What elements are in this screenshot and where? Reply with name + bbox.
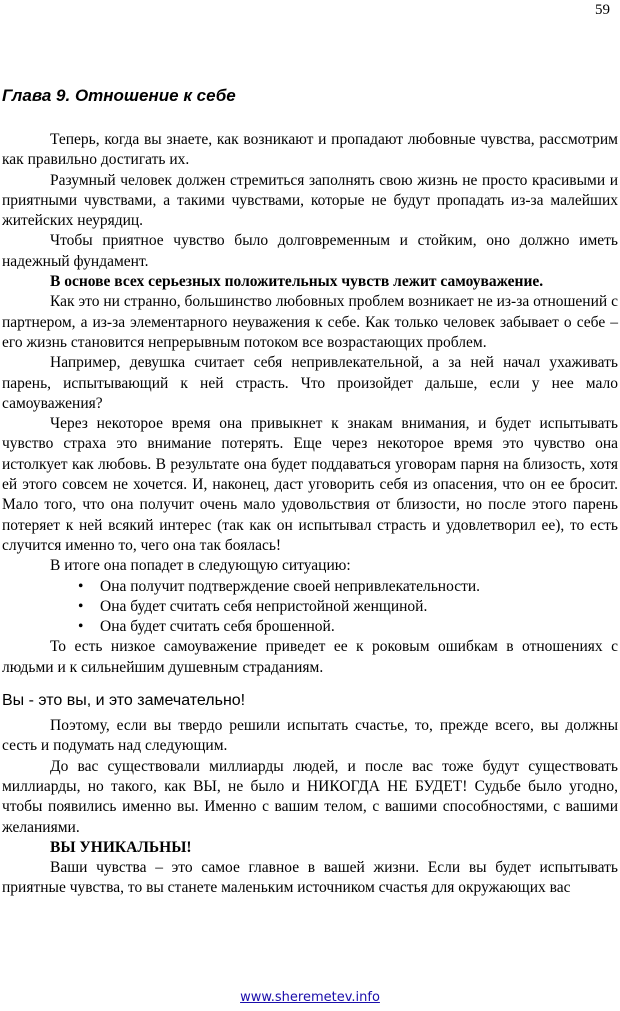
paragraph: До вас существовали миллиарды людей, и после вас тоже будут существовать миллиарды, но такого, как ВЫ, не было и НИКОГДА НЕ БУДЕТ! Судьбе было угодно, чтобы появились именно вы. Именно с вашим телом, с вашими способностями, с вашими желаниями. (2, 757, 618, 836)
list-item (2, 597, 618, 617)
list-item (2, 577, 618, 597)
paragraph: Как это ни странно, большинство любовных проблем возникает не из-за отношений с партнером, а из-за элементарного неуважения к себе. Как только человек забывает о себе – его жизнь становится непрерывным потоком все возрастающих проблем. (2, 293, 618, 351)
paragraph: В итоге она попадет в следующую ситуацию: (50, 557, 351, 575)
paragraph: Чтобы приятное чувство было долговременным и стойким, оно должно иметь надежный фундамент. (2, 232, 618, 270)
list-item-text: Она будет считать себя непристойной женщиной. (100, 597, 428, 615)
list-item-text: Она будет считать себя брошенной. (100, 618, 335, 636)
paragraph: Теперь, когда вы знаете, как возникают и пропадают любовные чувства, рассмотрим как правильно достигать их. (2, 131, 618, 169)
page-number: 59 (595, 2, 610, 18)
paragraph: Например, девушка считает себя непривлекательной, а за ней начал ухаживать парень, испытывающий к ней страсть. Что произойдет дальше, если у нее мало самоуважения? (2, 354, 618, 412)
footer-link[interactable]: www.sheremetev.info (240, 990, 380, 1005)
bullet-list (2, 577, 618, 638)
paragraph: Через некоторое время она привыкнет к знакам внимания, и будет испытывать чувство страха это внимание потерять. Еще через некоторое время это чувство она истолкует как любовь. В результате она будет поддаваться уговорам парня на близость, хотя ей этого совсем не хочется. И, наконец, даст уговорить себя из опасения, что он ее бросит. Мало того, что она получит очень мало удовольствия от близости, но после этого парень потеряет к ней всякий интерес (так как он испытывал страсть и удовлетворил ее), то есть случится именно то, чего она так боялась! (2, 415, 618, 554)
paragraph: Ваши чувства – это самое главное в вашей жизни. Если вы будет испытывать приятные чувства, то вы станете маленьким источником счастья для окружающих вас (2, 859, 618, 897)
list-item-text: Она получит подтверждение своей непривлекательности. (100, 577, 481, 595)
bold-statement: В основе всех серьезных положительных чувств лежит самоуважение. (50, 273, 544, 291)
bold-statement: ВЫ УНИКАЛЬНЫ! (50, 838, 192, 856)
paragraph: Разумный человек должен стремиться заполнять свою жизнь не просто красивыми и приятными чувствами, а такими чувствами, которые не будут пропадать из-за малейших житейских неурядиц. (2, 171, 618, 230)
bullet-icon: • (78, 618, 84, 636)
paragraph: Поэтому, если вы твердо решили испытать счастье, то, прежде всего, вы должны сесть и подумать над следующим. (2, 717, 618, 755)
bullet-icon: • (78, 597, 84, 615)
bullet-icon: • (78, 577, 84, 595)
chapter-title: Глава 9. Отношение к себе (2, 86, 236, 105)
list-item (2, 617, 618, 637)
page-content (2, 130, 618, 899)
paragraph: То есть низкое самоуважение приведет ее к роковым ошибкам в отношениях с людьми и к сильнейшим душевным страданиям. (2, 638, 618, 676)
section-heading: Вы - это вы, и это замечательно! (2, 692, 246, 710)
